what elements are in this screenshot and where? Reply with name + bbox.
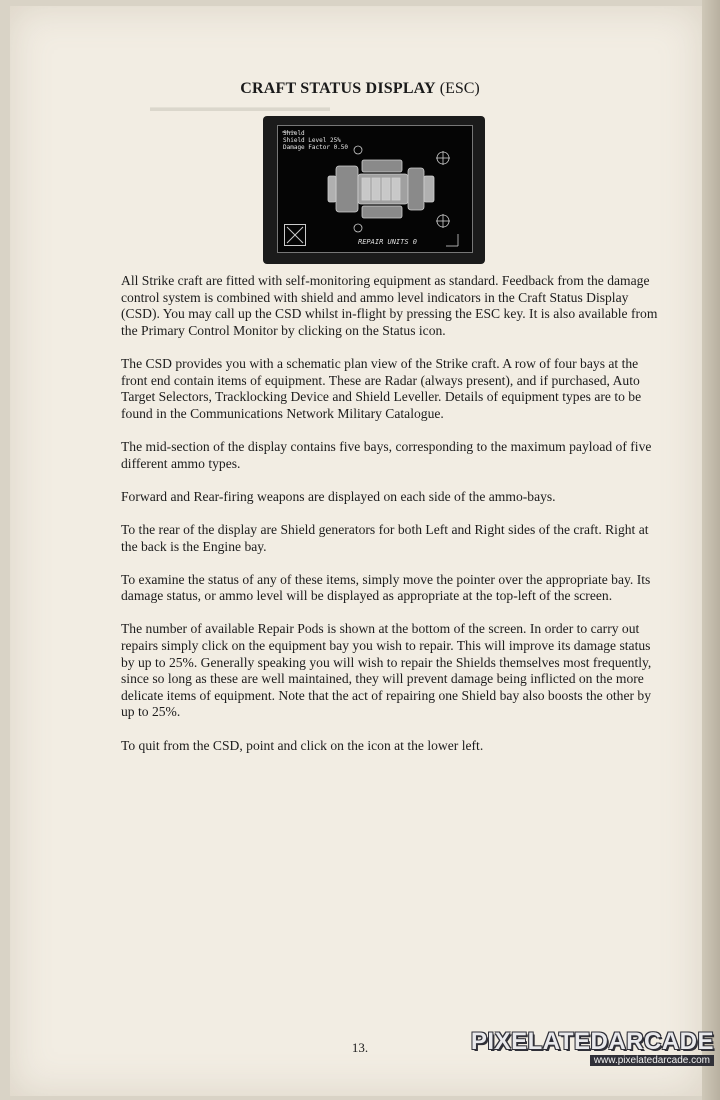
watermark [471, 1028, 714, 1066]
watermark-url: www.pixelatedarcade.com [590, 1055, 714, 1066]
paragraph: Forward and Rear-firing weapons are displayed on each side of the ammo-bays. [121, 488, 556, 504]
status-line: Shield [283, 130, 305, 137]
paragraph: To examine the status of any of these items, simply move the pointer over the appropriate bay. Its damage status, or ammo level will be displayed as appropriate at the top-left of the screen. [121, 571, 651, 604]
page-number: 13. [351, 1040, 369, 1055]
page-spine [702, 0, 720, 1100]
heading-title: CRAFT STATUS DISPLAY [240, 80, 436, 97]
paragraph: All Strike craft are fitted with self-monitoring equipment as standard. Feedback from the damage control system is combined with shield and ammo level indicators in the Craft Status Display (CSD). You may call up the CSD whilst in-flight by pressing the ESC key. It is also available from the Primary Control Monitor by clicking on the Status icon. [121, 273, 658, 338]
page-heading [0, 80, 720, 98]
body-text [121, 273, 661, 771]
paragraph: The CSD provides you with a schematic plan view of the Strike craft. A row of four bays at the front end contain items of equipment. These are Radar (always present), and if purchased, Auto Target Selectors, Tracklocking Device and Shield Leveller. Details of equipment types are to be found in the Communications Network Military Catalogue. [121, 355, 642, 421]
csd-screenshot [263, 116, 485, 264]
status-line: Damage Factor 0.50 [283, 144, 349, 151]
csd-screen [277, 125, 473, 253]
craft-schematic-icon [278, 126, 472, 252]
paragraph: The mid-section of the display contains five bays, corresponding to the maximum payload of five different ammo types. [121, 438, 652, 471]
quit-icon [284, 224, 306, 246]
repair-units-label: REPAIR UNITS 0 [358, 238, 418, 246]
heading-key: (ESC) [439, 80, 480, 97]
bleed-through: ▬▬▬▬▬▬▬▬▬▬▬▬▬▬▬ [150, 100, 330, 114]
paragraph: The number of available Repair Pods is shown at the bottom of the screen. In order to carry out repairs simply click on the equipment bay you wish to repair. This will improve its damage status by up to 25%. Generally speaking you will wish to repair the Shields themselves most frequently, since so long as these are well maintained, they will prevent damage being inflicted on the more delicate items of equipment. Note that the act of repairing one Shield bay also boosts the other by up to 25%. [121, 621, 652, 720]
paragraph: To quit from the CSD, point and click on the icon at the lower left. [121, 737, 484, 753]
watermark-logo: PIXELATEDARCADE [470, 1028, 714, 1055]
paragraph: To the rear of the display are Shield generators for both Left and Right sides of the craft. Right at the back is the Engine bay. [121, 521, 649, 554]
status-line: Shield Level 25% [283, 137, 341, 144]
